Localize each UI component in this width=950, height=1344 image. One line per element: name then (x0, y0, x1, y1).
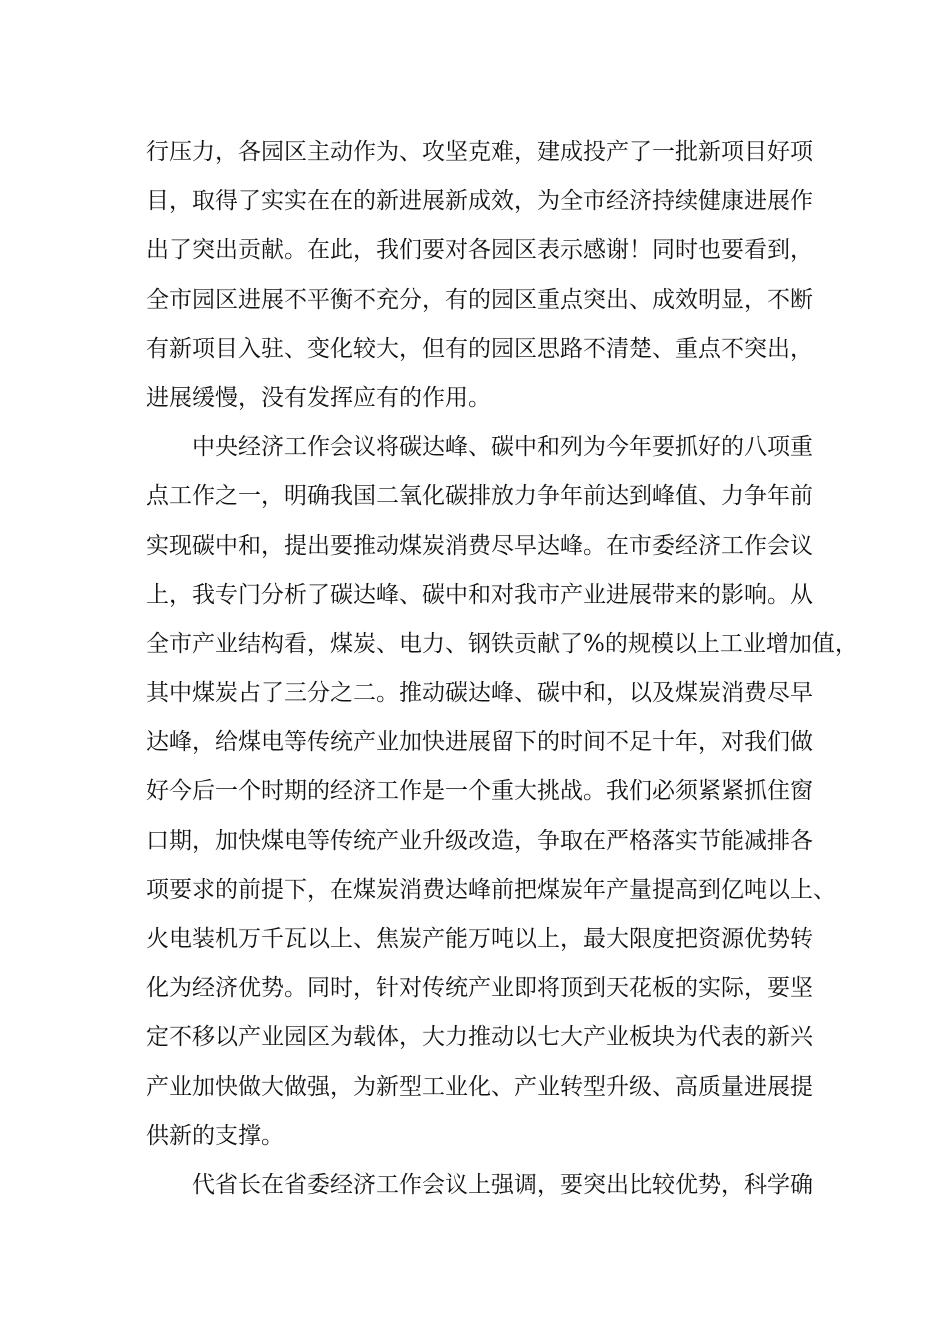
text-line: 进展缓慢，没有发挥应有的作用。 (146, 384, 491, 411)
text-line: 目，取得了实实在在的新进展新成效，为全市经济持续健康进展作 (146, 188, 813, 215)
text-line: 化为经济优势。同时，针对传统产业即将顶到天花板的实际，要坚 (146, 975, 813, 1002)
text-line: 定不移以产业园区为载体，大力推动以七大产业板块为代表的新兴 (146, 1024, 813, 1051)
paragraph-start-line: 代省长在省委经济工作会议上强调，要突出比较优势，科学确 (192, 1171, 813, 1198)
text-line: 有新项目入驻、变化较大，但有的园区思路不清楚、重点不突出， (146, 335, 813, 362)
text-line: 供新的支撑。 (146, 1122, 284, 1149)
text-line: 点工作之一，明确我国二氧化碳排放力争年前达到峰值、力争年前 (146, 483, 813, 510)
text-line: 实现碳中和，提出要推动煤炭消费尽早达峰。在市委经济工作会议 (146, 532, 813, 559)
text-line: 好今后一个时期的经济工作是一个重大挑战。我们必须紧紧抓住窗 (146, 778, 813, 805)
text-line: 全市园区进展不平衡不充分，有的园区重点突出、成效明显，不断 (146, 286, 813, 313)
text-line: 行压力，各园区主动作为、攻坚克难，建成投产了一批新项目好项 (146, 139, 813, 165)
text-line: 产业加快做大做强，为新型工业化、产业转型升级、高质量进展提 (146, 1073, 813, 1100)
text-line: 火电装机万千瓦以上、焦炭产能万吨以上，最大限度把资源优势转 (146, 926, 813, 952)
paragraph-start-line: 中央经济工作会议将碳达峰、碳中和列为今年要抓好的八项重 (192, 434, 813, 461)
text-line: 其中煤炭占了三分之二。推动碳达峰、碳中和，以及煤炭消费尽早 (146, 680, 813, 707)
body-text (146, 128, 858, 1210)
text-line: 达峰，给煤电等传统产业加快进展留下的时间不足十年，对我们做 (146, 729, 813, 756)
text-line: 项要求的前提下，在煤炭消费达峰前把煤炭年产量提高到亿吨以上、 (146, 876, 836, 903)
text-line: 全市产业结构看，煤炭、电力、钢铁贡献了%的规模以上工业增加值， (146, 630, 858, 657)
text-line: 上，我专门分析了碳达峰、碳中和对我市产业进展带来的影响。从 (146, 581, 813, 608)
text-line: 口期，加快煤电等传统产业升级改造，争取在严格落实节能减排各 (146, 827, 813, 854)
text-line: 出了突出贡献。在此，我们要对各园区表示感谢！同时也要看到， (146, 237, 813, 264)
